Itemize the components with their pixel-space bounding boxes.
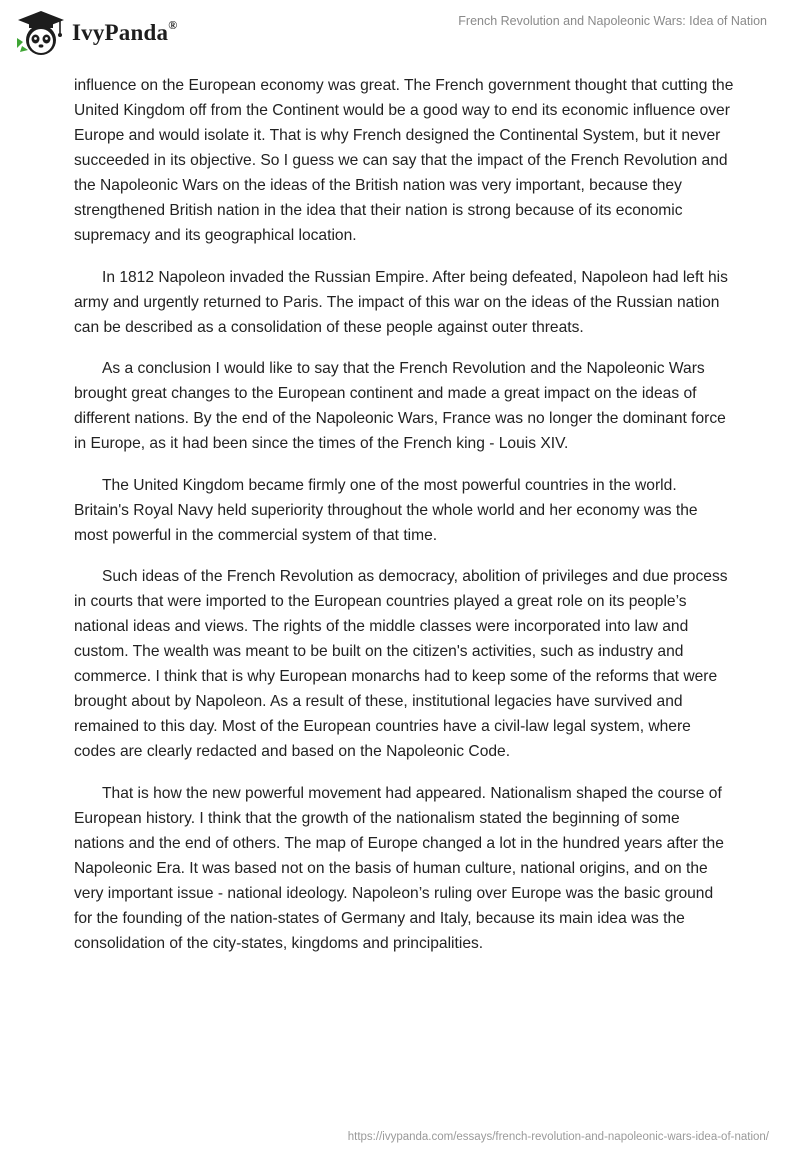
registered-mark: ®	[168, 18, 178, 33]
source-url-link[interactable]: https://ivypanda.com/essays/french-revolution-and-napoleonic-wars-idea-of-nation/	[347, 1131, 769, 1143]
brand-name	[72, 20, 177, 46]
document-title: French Revolution and Napoleonic Wars: Idea of Nation	[458, 14, 767, 28]
page-header	[0, 0, 800, 70]
brand-text: IvyPanda	[72, 20, 169, 45]
paragraph-2: In 1812 Napoleon invaded the Russian Empire. After being defeated, Napoleon had left his army and urgently returned to Paris. The impact of this war on the ideas of the Russian nation can be described as a consolidation of these people against outer threats.	[74, 268, 728, 336]
brand-logo[interactable]	[14, 8, 177, 58]
paragraph-3: As a conclusion I would like to say that the French Revolution and the Napoleonic Wars brought great changes to the European continent and made a great impact on the ideas of different nations. By the end of the Napoleonic Wars, France was no longer the dominant force in Europe, as it had been since the times of the French king - Louis XIV.	[74, 360, 726, 452]
paragraph-1: influence on the European economy was great. The French government thought that cutting the United Kingdom off from the Continent would be a good way to end its economic influence over Europe and would isolate it. That is why French designed the Continental System, but it never succeeded in its objective. So I guess we can say that the impact of the French Revolution and the Napoleonic Wars on the ideas of the British nation was very important, because they strengthened British nation in the idea that their nation is strong because of its economic supremacy and its geographical location.	[74, 77, 734, 244]
essay-body	[74, 73, 734, 972]
paragraph-6: That is how the new powerful movement had appeared. Nationalism shaped the course of European history. I think that the growth of the nationalism stated the beginning of some nations and the end of others. The map of Europe changed a lot in the hundred years after the Napoleonic Era. It was based not on the basis of human culture, national origins, and on the very important issue - national ideology. Napoleon’s ruling over Europe was the basic ground for the founding of the nation-states of Germany and Italy, because its main idea was the consolidation of the city-states, kingdoms and principalities.	[74, 784, 724, 952]
paragraph-4: The United Kingdom became firmly one of the most powerful countries in the world. Britain's Royal Navy held superiority throughout the whole world and her economy was the most powerful in the commercial system of that time.	[74, 476, 698, 544]
panda-graduate-icon	[14, 8, 68, 58]
paragraph-5: Such ideas of the French Revolution as democracy, abolition of privileges and due process in courts that were imported to the European countries played a great role on its people’s national ideas and views. The rights of the middle classes were incorporated into law and custom. The wealth was meant to be built on the citizen's activities, such as industry and commerce. I think that is why European monarchs had to keep some of the reforms that were brought about by Napoleon. As a result of these, institutional legacies have survived and remained to this day. Most of the European countries have a civil-law legal system, where codes are clearly redacted and based on the Napoleonic Code.	[74, 568, 728, 760]
